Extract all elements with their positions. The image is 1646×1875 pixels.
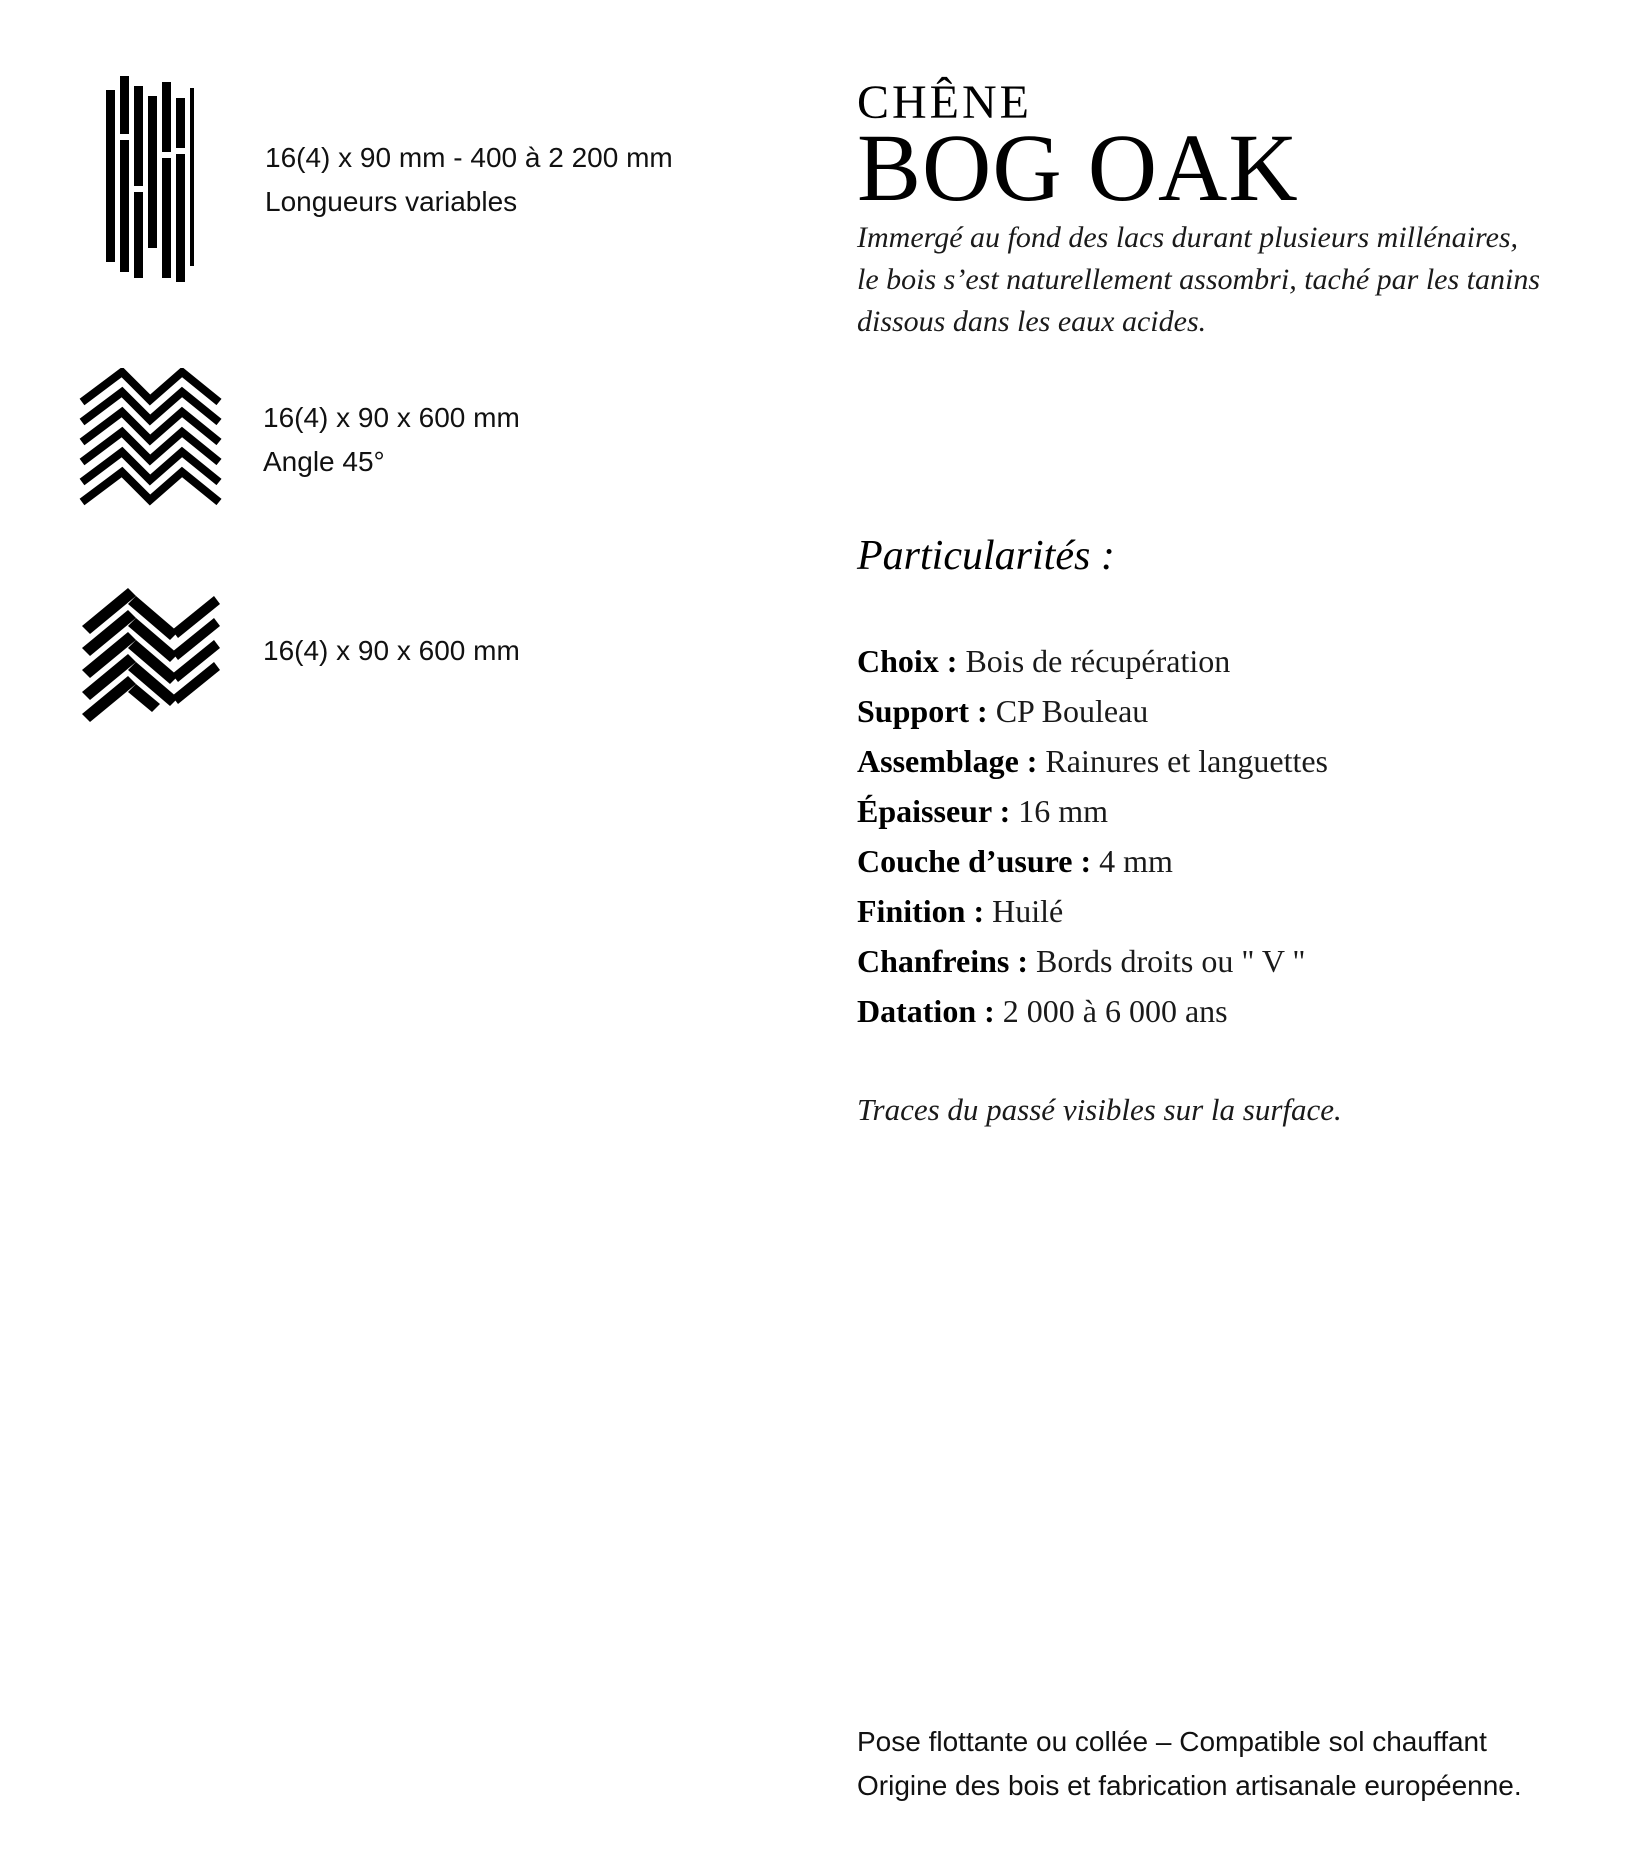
intro-line: le bois s’est naturellement assombri, taché par les tanins — [857, 263, 1540, 296]
feature-value: 4 mm — [1099, 843, 1173, 879]
pattern-spec-straight — [265, 136, 673, 224]
particularities-heading: Particularités : — [857, 533, 1115, 579]
chevron-pattern-icon — [78, 368, 223, 508]
feature-value: CP Bouleau — [995, 693, 1149, 729]
feature-item-couche-usure — [857, 836, 1577, 886]
feature-value: Huilé — [992, 893, 1064, 929]
feature-item-datation — [857, 986, 1577, 1036]
feature-key: Épaisseur : — [857, 793, 1011, 829]
pattern-spec-herringbone — [263, 629, 520, 673]
feature-item-choix — [857, 636, 1577, 686]
feature-value: 16 mm — [1018, 793, 1108, 829]
feature-item-chanfreins — [857, 936, 1577, 986]
pattern-detail: Longueurs variables — [265, 186, 518, 217]
feature-key: Couche d’usure : — [857, 843, 1092, 879]
product-prefix: CHÊNE — [857, 76, 1032, 129]
pattern-dimensions: 16(4) x 90 mm - 400 à 2 200 mm — [265, 142, 673, 173]
feature-value: Bois de récupération — [965, 643, 1231, 679]
feature-key: Chanfreins : — [857, 943, 1028, 979]
pattern-detail: Angle 45° — [263, 446, 385, 477]
product-title: BOG OAK — [857, 114, 1299, 221]
features-list — [857, 636, 1577, 1036]
feature-key: Choix : — [857, 643, 958, 679]
intro-line: dissous dans les eaux acides. — [857, 305, 1207, 338]
feature-key: Finition : — [857, 893, 985, 929]
feature-value: Rainures et languettes — [1045, 743, 1328, 779]
herringbone-pattern-icon — [78, 582, 223, 722]
footer-line: Origine des bois et fabrication artisanale européenne. — [857, 1770, 1522, 1801]
pattern-spec-chevron — [263, 396, 520, 484]
feature-item-finition — [857, 886, 1577, 936]
product-intro — [857, 217, 1577, 343]
intro-line: Immergé au fond des lacs durant plusieurs millénaires, — [857, 221, 1519, 254]
footer-info — [857, 1720, 1522, 1808]
pattern-dimensions: 16(4) x 90 x 600 mm — [263, 635, 520, 666]
feature-item-epaisseur — [857, 786, 1577, 836]
feature-key: Datation : — [857, 993, 995, 1029]
feature-item-assemblage — [857, 736, 1577, 786]
pattern-dimensions: 16(4) x 90 x 600 mm — [263, 402, 520, 433]
feature-key: Support : — [857, 693, 988, 729]
surface-note: Traces du passé visibles sur la surface. — [857, 1092, 1342, 1127]
feature-key: Assemblage : — [857, 743, 1038, 779]
feature-value: Bords droits ou " V " — [1035, 943, 1306, 979]
feature-item-support — [857, 686, 1577, 736]
feature-value: 2 000 à 6 000 ans — [1002, 993, 1228, 1029]
straight-planks-icon — [100, 72, 196, 284]
footer-line: Pose flottante ou collée – Compatible sol chauffant — [857, 1726, 1487, 1757]
